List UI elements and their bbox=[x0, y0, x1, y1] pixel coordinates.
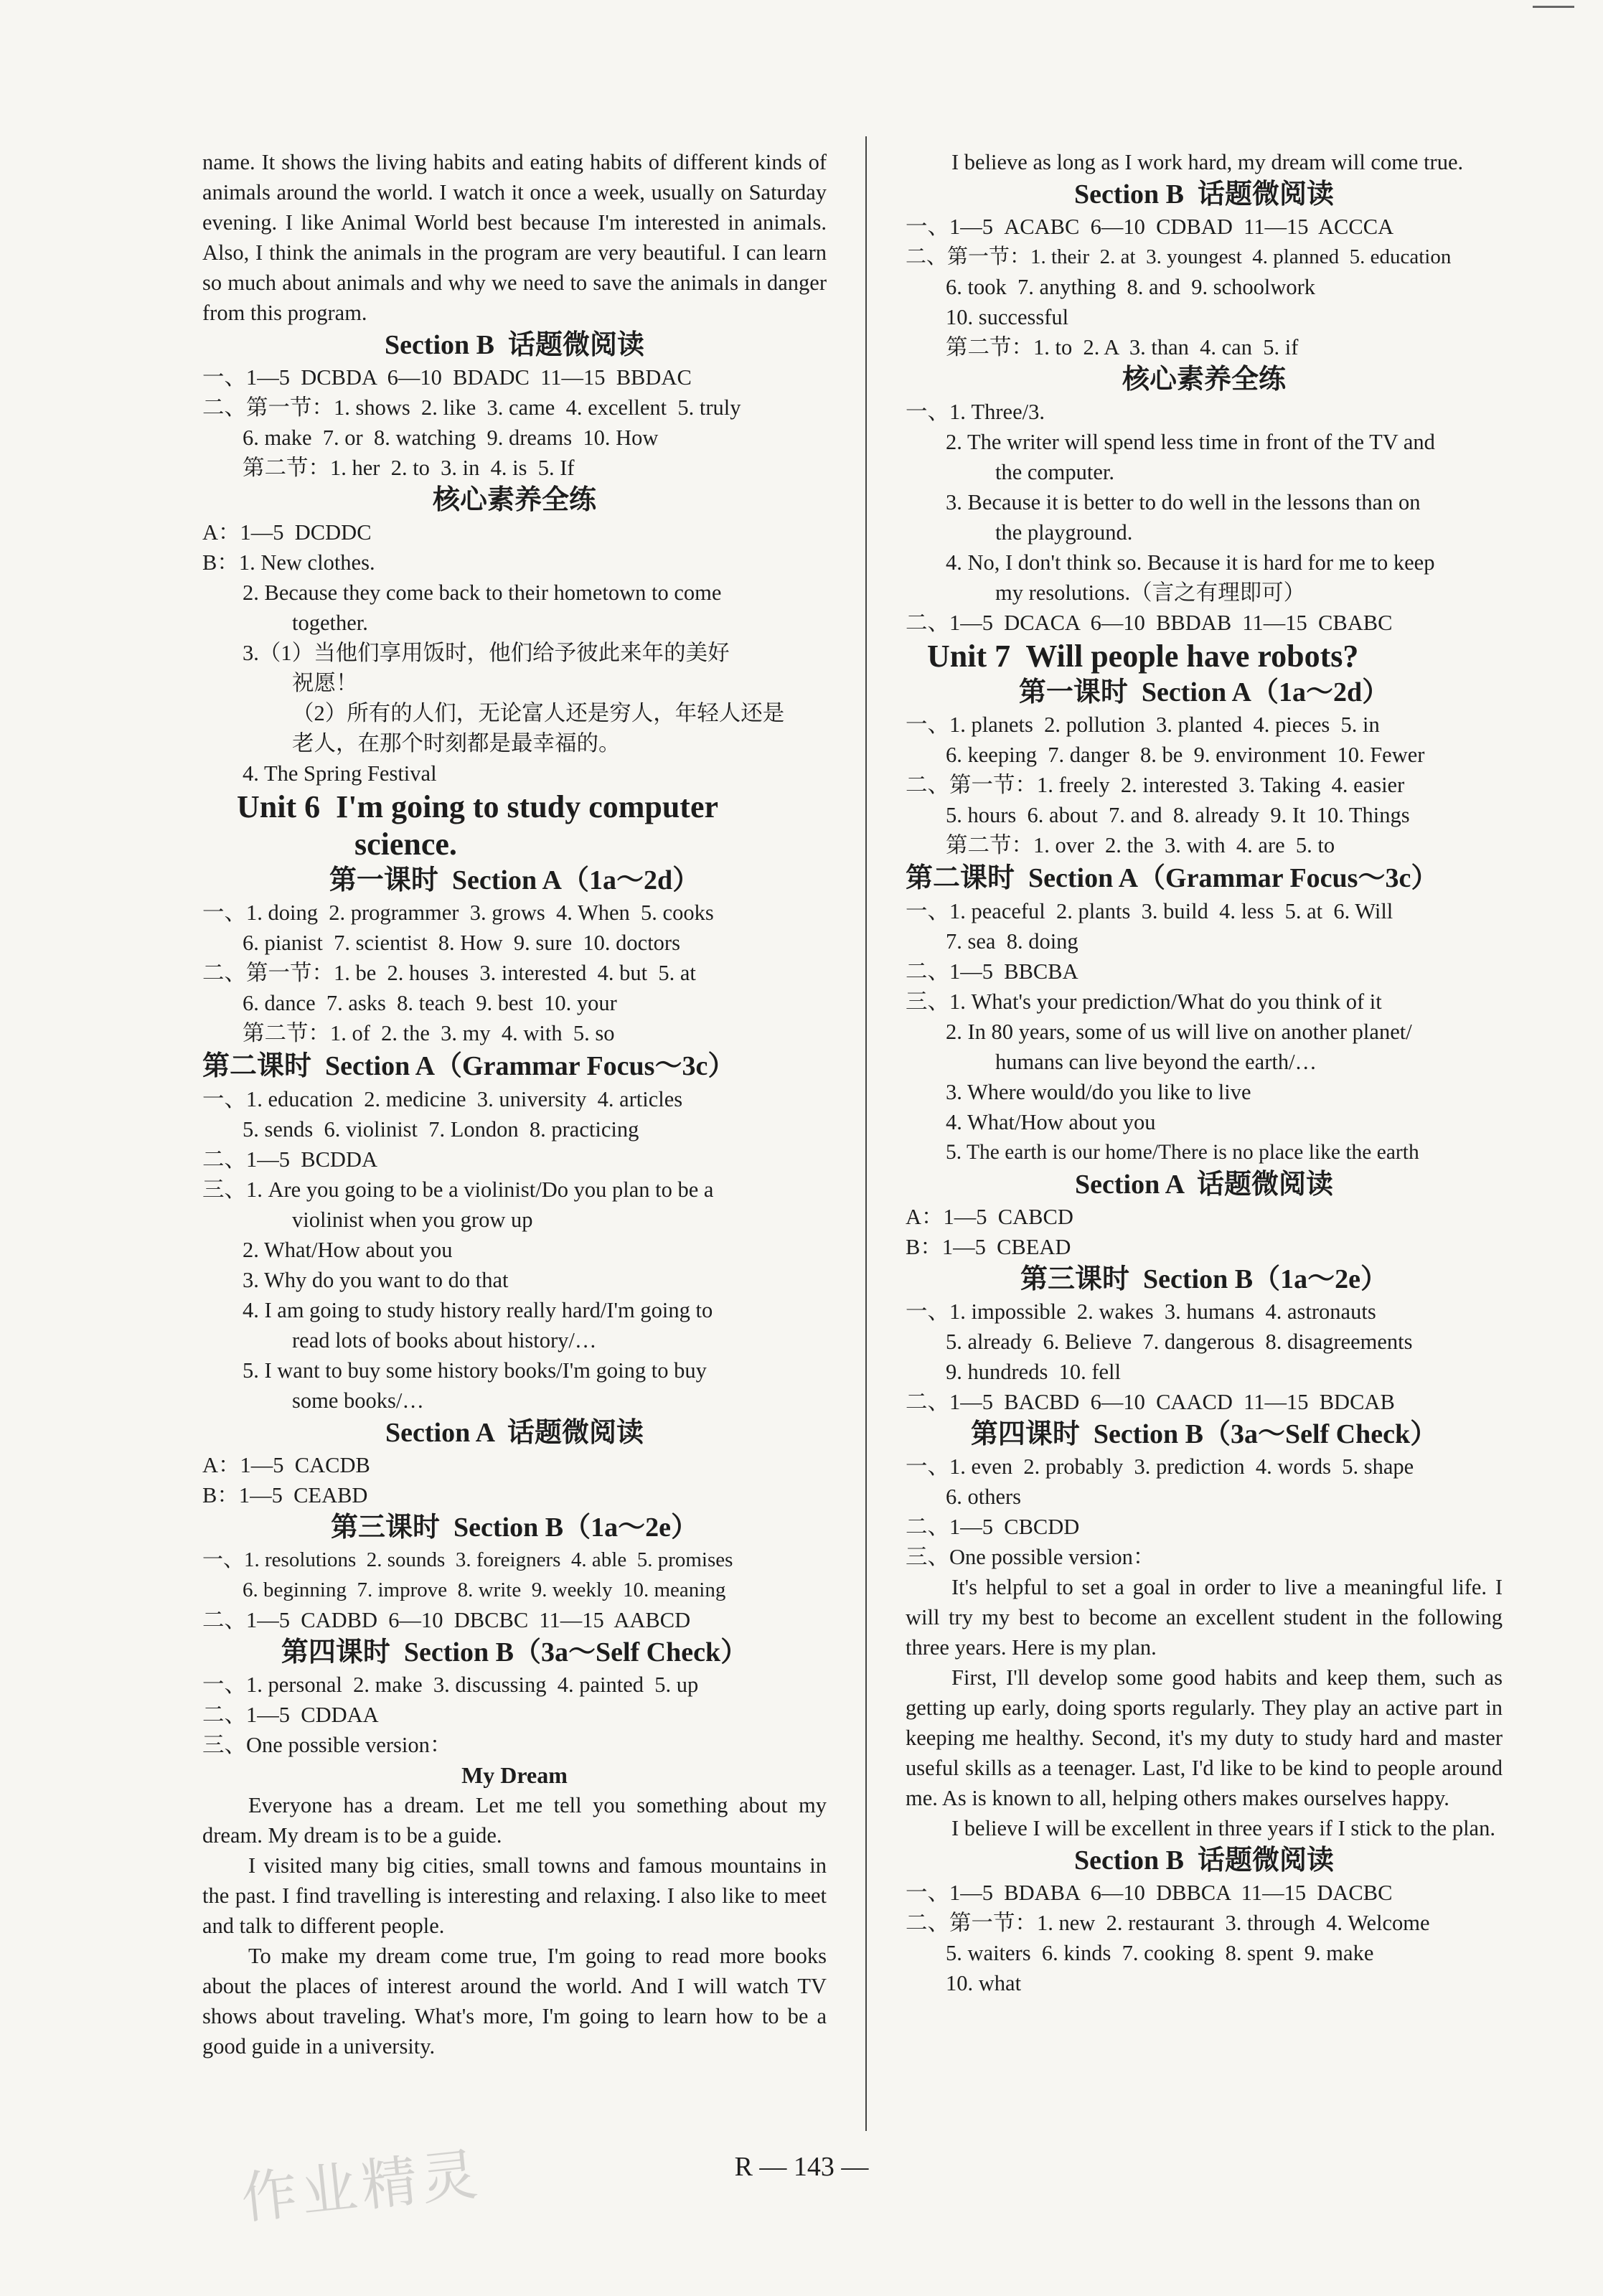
answer-line: （2）所有的人们，无论富人还是穷人，年轻人还是 bbox=[292, 701, 785, 725]
heading-lesson-2: 第二课时 Section A（Grammar Focus～3c） bbox=[202, 1051, 735, 1081]
answer-line: 2. What/How about you bbox=[243, 1238, 453, 1262]
essay-paragraph: First, I'll develop some good habits and keep them, such as getting up early, doing sports regularly. They play an active part in keeping me healthy. Second, it's my duty to study hard and master useful skills as a teenager. Last, I'd like to be kind to people around me. As is known to all, helping others makes ourselves happy. bbox=[906, 1665, 1503, 1810]
answer-line: 5. I want to buy some history books/I'm going to buy bbox=[243, 1358, 707, 1383]
answer-line: the computer. bbox=[995, 460, 1115, 484]
answer-line: 第二节：1. of 2. the 3. my 4. with 5. so bbox=[243, 1021, 615, 1045]
answer-line: 6. beginning 7. improve 8. write 9. weekly 10. meaning bbox=[243, 1578, 726, 1601]
page-number: R — 143 — bbox=[734, 2152, 869, 2182]
heading-lesson-2: 第二课时 Section A（Grammar Focus～3c） bbox=[906, 863, 1439, 893]
unit-7-title: Unit 7 Will people have robots? bbox=[927, 639, 1359, 674]
answer-line: B：1. New clothes. bbox=[202, 550, 375, 575]
answer-line: B：1—5 CEABD bbox=[202, 1483, 368, 1507]
answer-line: 9. hundreds 10. fell bbox=[946, 1360, 1121, 1384]
answer-line: B：1—5 CBEAD bbox=[906, 1235, 1071, 1259]
answer-line: 3. Where would/do you like to live bbox=[946, 1080, 1251, 1104]
answer-line: 5. sends 6. violinist 7. London 8. practicing bbox=[243, 1117, 639, 1142]
answer-line: 4. What/How about you bbox=[946, 1110, 1156, 1134]
answer-line: 一、1. planets 2. pollution 3. planted 4. pieces 5. in bbox=[906, 712, 1380, 737]
answer-line: 一、1. Three/3. bbox=[906, 400, 1045, 424]
column-divider bbox=[865, 136, 867, 2131]
essay-paragraph: Everyone has a dream. Let me tell you something about my dream. My dream is to be a guide. bbox=[202, 1793, 827, 1848]
answer-line: A：1—5 DCDDC bbox=[202, 520, 372, 545]
heading-section-a-reading: Section A 话题微阅读 bbox=[1075, 1170, 1333, 1200]
answer-line: my resolutions.（言之有理即可） bbox=[995, 580, 1306, 605]
answer-line: 三、1. What's your prediction/What do you think of it bbox=[906, 989, 1382, 1014]
essay-paragraph: I believe as long as I work hard, my dream will come true. bbox=[951, 150, 1464, 174]
answer-line: 二、1—5 BBCBA bbox=[906, 959, 1078, 984]
right-column bbox=[906, 147, 1503, 1998]
answer-line: 6. make 7. or 8. watching 9. dreams 10. How bbox=[243, 425, 659, 450]
answer-line: 2. In 80 years, some of us will live on another planet/ bbox=[946, 1020, 1412, 1044]
answer-line: 祝愿！ bbox=[292, 671, 358, 695]
answer-line: 二、第一节：1. shows 2. like 3. came 4. excellent 5. truly bbox=[202, 395, 741, 420]
essay-paragraph: To make my dream come true, I'm going to read more books about the places of interest around the world. And I will watch TV shows about traveling. What's more, I'm going to learn how to be a good guide in a university. bbox=[202, 1944, 827, 2059]
answer-line: 一、1. education 2. medicine 3. university 4. articles bbox=[202, 1087, 683, 1111]
answer-line: 二、1—5 BACBD 6—10 CAACD 11—15 BDCAB bbox=[906, 1390, 1395, 1414]
answer-line: 3. Because it is better to do well in the lessons than on bbox=[946, 490, 1421, 514]
answer-line: 6. took 7. anything 8. and 9. schoolwork bbox=[946, 275, 1316, 299]
answer-line: 2. Because they come back to their hometown to come bbox=[243, 580, 722, 605]
answer-line: 第二节：1. to 2. A 3. than 4. can 5. if bbox=[946, 335, 1299, 359]
heading-core-practice: 核心素养全练 bbox=[432, 485, 596, 515]
answer-line: 二、第一节：1. new 2. restaurant 3. through 4. Welcome bbox=[906, 1911, 1430, 1935]
answer-line: 4. No, I don't think so. Because it is hard for me to keep bbox=[946, 550, 1435, 575]
answer-line: 三、One possible version： bbox=[906, 1545, 1155, 1569]
answer-line: 第二节：1. her 2. to 3. in 4. is 5. If bbox=[243, 456, 575, 480]
answer-line: 二、第一节：1. freely 2. interested 3. Taking 4. easier bbox=[906, 773, 1405, 797]
answer-line: 二、第一节：1. be 2. houses 3. interested 4. but 5. at bbox=[202, 961, 696, 985]
answer-line: 6. others bbox=[946, 1485, 1022, 1509]
unit-6-title: Unit 6 I'm going to study computer bbox=[237, 789, 719, 824]
answer-line: 第二节：1. over 2. the 3. with 4. are 5. to bbox=[946, 833, 1335, 857]
answer-line: 10. successful bbox=[946, 305, 1069, 329]
answer-line: 一、1. doing 2. programmer 3. grows 4. When 5. cooks bbox=[202, 900, 714, 925]
intro-paragraph: name. It shows the living habits and eating habits of different kinds of animals around the world. I watch it once a week, usually on Saturday evening. I like Animal World best because I'm interested in animals. Also, I think the animals in the program are very beautiful. I can learn so much about animals and why we need to save the animals in danger from this program. bbox=[202, 150, 827, 325]
answer-line: 二、1—5 CDDAA bbox=[202, 1703, 379, 1727]
answer-line: 6. pianist 7. scientist 8. How 9. sure 10. doctors bbox=[243, 931, 680, 955]
answer-line: 二、第一节：1. their 2. at 3. youngest 4. planned 5. education bbox=[906, 245, 1452, 268]
answer-line: humans can live beyond the earth/… bbox=[995, 1050, 1317, 1074]
answer-line: 4. The Spring Festival bbox=[243, 761, 437, 786]
answer-line: 三、One possible version： bbox=[202, 1733, 452, 1757]
answer-line: 二、1—5 BCDDA bbox=[202, 1147, 378, 1172]
answer-line: 3. Why do you want to do that bbox=[243, 1268, 509, 1292]
answer-line: together. bbox=[292, 611, 368, 635]
essay-paragraph: I visited many big cities, small towns and famous mountains in the past. I find travelling is interesting and relaxing. I also like to meet and talk to different people. bbox=[202, 1853, 827, 1938]
unit-6-title-cont: science. bbox=[354, 827, 457, 862]
essay-paragraph: It's helpful to set a goal in order to live a meaningful life. I will try my best to become an excellent student in the following three years. Here is my plan. bbox=[906, 1575, 1503, 1660]
answer-line: 二、1—5 DCACA 6—10 BBDAB 11—15 CBABC bbox=[906, 611, 1393, 635]
answer-line: 6. dance 7. asks 8. teach 9. best 10. your bbox=[243, 991, 617, 1015]
answer-line: A：1—5 CABCD bbox=[906, 1205, 1073, 1229]
answer-line: 5. hours 6. about 7. and 8. already 9. It 10. Things bbox=[946, 803, 1410, 827]
heading-lesson-3: 第三课时 Section B（1a～2e） bbox=[1020, 1264, 1388, 1294]
answer-line: 5. already 6. Believe 7. dangerous 8. disagreements bbox=[946, 1330, 1413, 1354]
answer-line: 一、1. peaceful 2. plants 3. build 4. less 5. at 6. Will bbox=[906, 899, 1393, 923]
watermark: 作业精灵 bbox=[238, 2142, 485, 2232]
answer-line: the playground. bbox=[995, 520, 1133, 545]
heading-section-b: Section B 话题微阅读 bbox=[1073, 1845, 1335, 1876]
heading-lesson-3: 第三课时 Section B（1a～2e） bbox=[331, 1512, 698, 1543]
essay-continuation bbox=[906, 147, 1503, 177]
answer-line: 3.（1）当他们享用饭时，他们给予彼此来年的美好 bbox=[243, 641, 730, 665]
answer-line: 三、1. Are you going to be a violinist/Do you plan to be a bbox=[202, 1177, 714, 1202]
answer-line: 一、1—5 ACABC 6—10 CDBAD 11—15 ACCCA bbox=[906, 215, 1394, 239]
heading-section-b: Section B 话题微阅读 bbox=[384, 330, 645, 360]
answer-line: 一、1—5 DCBDA 6—10 BDADC 11—15 BBDAC bbox=[202, 365, 692, 390]
answer-line: 10. what bbox=[946, 1971, 1022, 1995]
answer-line: 5. The earth is our home/There is no place like the earth bbox=[946, 1141, 1419, 1164]
heading-core-practice: 核心素养全练 bbox=[1122, 364, 1286, 395]
answer-line: some books/… bbox=[292, 1388, 424, 1413]
answer-line: 一、1. personal 2. make 3. discussing 4. painted 5. up bbox=[202, 1672, 699, 1697]
answer-line: 二、1—5 CBCDD bbox=[906, 1515, 1080, 1539]
heading-lesson-1: 第一课时 Section A（1a～2d） bbox=[329, 865, 700, 895]
heading-lesson-4: 第四课时 Section B（3a～Self Check） bbox=[281, 1637, 748, 1667]
left-column bbox=[202, 147, 827, 2061]
answer-line: 6. keeping 7. danger 8. be 9. environment 10. Fewer bbox=[946, 743, 1425, 767]
heading-lesson-1: 第一课时 Section A（1a～2d） bbox=[1018, 677, 1390, 707]
essay-title: My Dream bbox=[461, 1762, 568, 1788]
answer-line: 一、1—5 BDABA 6—10 DBBCA 11—15 DACBC bbox=[906, 1881, 1393, 1905]
answer-line: violinist when you grow up bbox=[292, 1208, 533, 1232]
answer-line: read lots of books about history/… bbox=[292, 1328, 597, 1352]
answer-line: 一、1. impossible 2. wakes 3. humans 4. astronauts bbox=[906, 1299, 1376, 1324]
page-corner-mark bbox=[1533, 6, 1574, 8]
answer-line: 二、1—5 CADBD 6—10 DBCBC 11—15 AABCD bbox=[202, 1608, 691, 1632]
essay-paragraph: I believe I will be excellent in three years if I stick to the plan. bbox=[951, 1816, 1495, 1840]
heading-section-a-reading: Section A 话题微阅读 bbox=[385, 1418, 644, 1448]
essay-body bbox=[202, 1790, 827, 2061]
answer-line: 2. The writer will spend less time in front of the TV and bbox=[946, 430, 1435, 454]
answer-line: 一、1. resolutions 2. sounds 3. foreigners 4. able 5. promises bbox=[202, 1548, 733, 1571]
answer-line: 5. waiters 6. kinds 7. cooking 8. spent 9. make bbox=[946, 1941, 1374, 1965]
answer-line: 4. I am going to study history really hard/I'm going to bbox=[243, 1298, 713, 1322]
heading-lesson-4: 第四课时 Section B（3a～Self Check） bbox=[970, 1419, 1438, 1449]
answer-line: 老人，在那个时刻都是最幸福的。 bbox=[292, 731, 621, 756]
answer-line: 7. sea 8. doing bbox=[946, 929, 1078, 954]
essay-body bbox=[906, 1572, 1503, 1843]
answer-line: A：1—5 CACDB bbox=[202, 1453, 370, 1477]
answer-line: 一、1. even 2. probably 3. prediction 4. words 5. shape bbox=[906, 1454, 1414, 1479]
heading-section-b: Section B 话题微阅读 bbox=[1073, 179, 1335, 210]
